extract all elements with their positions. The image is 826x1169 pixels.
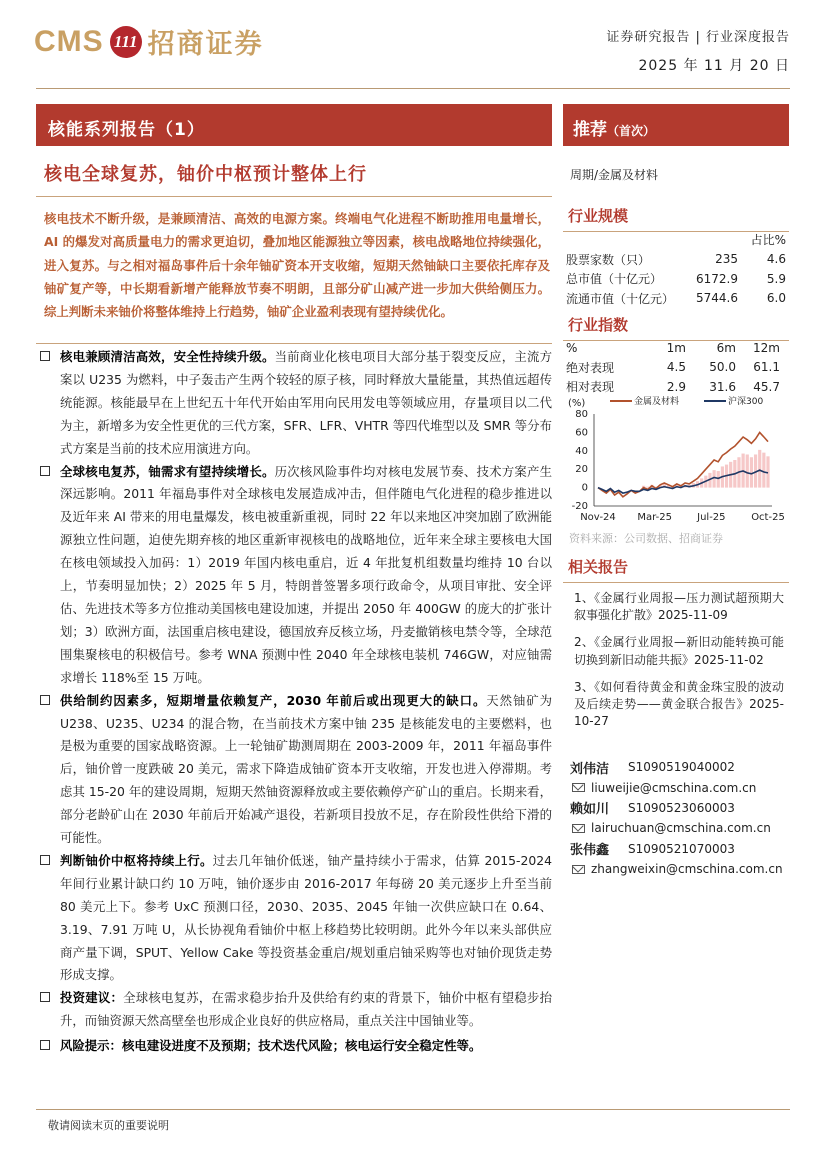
paragraph-lead: 判断铀价中枢将持续上行。 bbox=[60, 852, 213, 868]
analyst-name: 赖如川 bbox=[570, 802, 610, 818]
scale-pct: 5.9 bbox=[766, 271, 786, 286]
analyst-email-row bbox=[570, 777, 788, 797]
related-report-item[interactable]: 3、《如何看待黄金和黄金珠宝股的波动及后续走势——黄金联合报告》2025-10-27 bbox=[574, 679, 784, 729]
table-row bbox=[566, 269, 786, 289]
table-row bbox=[566, 289, 786, 309]
y-tick-label: 60 bbox=[575, 427, 588, 439]
paragraph-demand bbox=[40, 461, 552, 690]
checkbox-bullet-icon bbox=[40, 855, 50, 865]
x-tick-label: Mar-25 bbox=[637, 512, 672, 523]
x-tick-label: Nov-24 bbox=[580, 512, 616, 523]
report-meta bbox=[606, 26, 790, 75]
paragraph-text: 当前商业化核电项目大部分基于裂变反应，主流方案以 U235 为燃料，中子轰击产生两个较轻的原子核，同时释放大量能量，其热值远超传统能源。核能最早在上世纪五十年代开始由军用向民用发电等领域应用，存量项目以二代为主，新增多为安全性更优的三代方案，SFR、LFR、VHTR 等四代堆型以及 SMR 等分布式方案是当前的技术应用演进方向。 bbox=[60, 349, 553, 456]
logo-mark-icon: 111 bbox=[110, 26, 142, 58]
paragraph-lead: 全球核电复苏，铀需求有望持续增长。 bbox=[60, 463, 275, 479]
page-title: 核电全球复苏，铀价中枢预计整体上行 bbox=[44, 164, 367, 185]
y-tick-label: 0 bbox=[581, 482, 588, 494]
industry-name: 周期/金属及材料 bbox=[570, 168, 659, 182]
paragraph-investment bbox=[40, 987, 552, 1033]
logo-company-name: 招商证券 bbox=[147, 29, 264, 60]
index-chart bbox=[566, 394, 788, 542]
paragraph-price bbox=[40, 850, 552, 987]
index-header: 1m bbox=[666, 340, 686, 355]
excess-bar bbox=[750, 457, 753, 487]
related-report-item[interactable]: 1、《金属行业周报—压力测试超预期大叙事强化扩散》2025-11-09 bbox=[574, 591, 784, 623]
scale-label: 股票家数（只） bbox=[566, 252, 651, 267]
report-date: 2025 年 11 月 20 日 bbox=[638, 58, 790, 74]
analyst-email[interactable]: lairuchuan@cmschina.com.cn bbox=[591, 821, 771, 836]
footer-note: 敬请阅读末页的重要说明 bbox=[48, 1119, 169, 1132]
scale-value: 235 bbox=[715, 252, 738, 267]
related-heading: 相关报告 bbox=[563, 556, 789, 583]
scale-value: 6172.9 bbox=[696, 271, 738, 286]
legend-label-metals: 金属及材料 bbox=[634, 397, 680, 407]
rating-label: 推荐 bbox=[573, 120, 607, 140]
analyst-email-row bbox=[570, 859, 788, 879]
paragraph-risk bbox=[40, 1035, 552, 1058]
scale-value: 5744.6 bbox=[696, 291, 738, 306]
index-header: % bbox=[566, 340, 578, 355]
scale-pct: 6.0 bbox=[766, 291, 786, 306]
y-tick-label: 40 bbox=[575, 445, 588, 457]
x-tick-label: Oct-25 bbox=[751, 512, 785, 523]
analyst-list bbox=[570, 757, 788, 879]
index-value: 61.1 bbox=[753, 360, 780, 375]
scale-col-header: 占比% bbox=[750, 233, 786, 248]
checkbox-bullet-icon bbox=[40, 351, 50, 361]
analyst-cert: S1090521070003 bbox=[628, 841, 735, 856]
scale-label: 流通市值（十亿元） bbox=[566, 291, 675, 306]
rating-sub: （首次） bbox=[607, 124, 656, 138]
mail-icon bbox=[572, 783, 585, 792]
analyst-email[interactable]: zhangweixin@cmschina.com.cn bbox=[591, 862, 783, 877]
excess-bar bbox=[746, 454, 749, 487]
index-value: 2.9 bbox=[666, 379, 686, 394]
index-header: 12m bbox=[753, 340, 780, 355]
report-body bbox=[40, 346, 552, 1058]
company-logo bbox=[34, 22, 264, 61]
checkbox-bullet-icon bbox=[40, 1040, 50, 1050]
analyst-cert: S1090519040002 bbox=[628, 760, 735, 775]
title-divider bbox=[36, 196, 552, 197]
analyst-email-row bbox=[570, 818, 788, 838]
index-chart-svg bbox=[566, 394, 788, 530]
paragraph-text: 历次核风险事件均对核电发展节奏、技术方案产生深远影响。2011 年福島事件对全球核电发展造成冲击，但伴随电气化进程的稳步推进以及近年来 AI 带来的用电量爆发，核电被重新重视，同时 22 年以来地区冲突加剧了欧洲能源独立性问题，迫使先期弃核的地区重新审视核电的战略地位，近年来全球主要核电大国在核电领域投入加码：1）2019 年国内核电重启，近 4 年批复机组数量均维持 10 台以上，节奏明显加快；2）2025 年 5 月，特朗普签署多项行政命令，从项目审批、安全评估、先进技术等多方位推动美国核电建设加速，并提出 2050 年 400GW 的庞大的扩张计划；3）欧洲方面，法国重启核电建设，德国放弃反核立场，丹麦撤销核电禁令等，全球范围集聚核电的积极信号。参考 WNA 预测中性 2040 年全球核电装机 746GW，对应铀需求增长 118%至 15 万吨。 bbox=[60, 463, 553, 685]
legend-label-csi300: 沪深300 bbox=[728, 397, 764, 407]
scale-label: 总市值（十亿元） bbox=[566, 272, 663, 287]
excess-bar bbox=[758, 450, 761, 488]
analyst-cert: S1090523060003 bbox=[628, 800, 735, 815]
index-label: 绝对表现 bbox=[566, 360, 615, 375]
excess-bar bbox=[717, 471, 720, 488]
x-tick-label: Jul-25 bbox=[697, 512, 726, 523]
paragraph-lead: 核电兼顾清洁高效，安全性持续升级。 bbox=[60, 349, 275, 364]
chart-source: 资料来源：公司数据、招商证券 bbox=[569, 532, 723, 545]
index-table bbox=[566, 338, 788, 397]
index-value: 4.5 bbox=[666, 360, 686, 375]
analyst-name: 张伟鑫 bbox=[570, 843, 610, 859]
scale-pct: 4.6 bbox=[766, 252, 786, 267]
scale-heading: 行业规模 bbox=[563, 205, 789, 232]
y-tick-label: 80 bbox=[575, 409, 588, 420]
rating-box bbox=[563, 104, 789, 146]
scale-table bbox=[566, 230, 788, 308]
related-reports bbox=[574, 590, 784, 740]
index-label: 相对表现 bbox=[566, 380, 615, 395]
analyst-name: 刘伟洁 bbox=[570, 761, 610, 777]
footer-divider bbox=[36, 1109, 790, 1110]
paragraph-lead: 供给制约因素多，短期增量依赖复产，2030 年前后或出现更大的缺口。 bbox=[60, 692, 487, 708]
paragraph-lead: 风险提示： bbox=[60, 1038, 122, 1054]
paragraph-text: 核电建设进度不及预期；技术迭代风险；核电运行安全稳定性等。 bbox=[121, 1038, 482, 1054]
paragraph-lead: 投资建议： bbox=[60, 990, 124, 1006]
abstract-summary: 核电技术不断升级，是兼顾清洁、高效的电源方案。终端电气化进程不断助推用电量增长，AI 的爆发对高质量电力的需求更迫切，叠加地区能源独立等因素，核电战略地位持续强化，进入复苏。与之相对福岛事件后十余年铀矿资本开支收缩，短期天然铀缺口主要依托库存及铀矿复产等，中长期看新增产能释放节奏不明朗，且部分矿山减产进一步加大供给侧压力。综上判断未来铀价将整体维持上行趋势，铀矿企业盈利表现有望持续优化。 bbox=[44, 211, 550, 320]
table-row bbox=[566, 250, 786, 270]
index-value: 31.6 bbox=[709, 379, 736, 394]
index-header: 6m bbox=[716, 340, 736, 355]
header-divider bbox=[36, 88, 790, 89]
paragraph-supply bbox=[40, 690, 552, 850]
paragraph-text: 天然铀矿为 U238、U235、U234 的混合物，在当前技术方案中铀 235 是核能发电的主要燃料，也是极为重要的国家战略资源。上一轮铀矿勘测周期在 2003-2009 年，2011 年福岛事件后，铀价曾一度跌破 20 美元，需求下降造成铀矿资本开支收缩，开发也进入停滞期。考虑其 15-20 年的建设周期，短期天然铀资源释放或主要依赖停产矿山的重启。长期来看，部分老龄矿山在 2030 年前后开始减产退役，若新项目投放不足，存在阶段性供给下滑的可能性。 bbox=[60, 692, 552, 846]
mail-icon bbox=[572, 824, 585, 833]
checkbox-bullet-icon bbox=[40, 992, 50, 1002]
checkbox-bullet-icon bbox=[40, 695, 50, 705]
report-type: 证券研究报告 | 行业深度报告 bbox=[606, 30, 790, 45]
y-tick-label: -20 bbox=[571, 501, 588, 512]
y-axis-label: (%) bbox=[568, 398, 586, 409]
logo-cms-text: CMS bbox=[34, 24, 104, 58]
analyst-row bbox=[570, 798, 788, 818]
mail-icon bbox=[572, 865, 585, 874]
abstract-divider bbox=[36, 343, 552, 344]
paragraph-text: 全球核电复苏，在需求稳步抬升及供给有约束的背景下，铀价中枢有望稳步抬升，而铀资源天然高壁垒也形成企业良好的供应格局，重点关注中国铀业等。 bbox=[60, 990, 553, 1029]
series-title: 核能系列报告（1） bbox=[36, 104, 552, 146]
related-report-item[interactable]: 2、《金属行业周报—新旧动能转换可能切换到新旧动能共振》2025-11-02 bbox=[574, 635, 784, 667]
analyst-row bbox=[570, 757, 788, 777]
table-row bbox=[566, 358, 780, 378]
checkbox-bullet-icon bbox=[40, 466, 50, 476]
analyst-row bbox=[570, 839, 788, 859]
analyst-email[interactable]: liuweijie@cmschina.com.cn bbox=[591, 780, 757, 795]
paragraph-text: 过去几年铀价低迷，铀产量持续小于需求，估算 2015-2024 年间行业累计缺口约 10 万吨，铀价逐步由 2016-2017 年每磅 20 美元逐步上升至当前 80 美元上下。参考 UxC 预测口径，2030、2035、2045 年铀一次供应缺口在 0.64、3.19、7.91 万吨 U，从长协视角看铀价中枢上移趋势比较明朗。此外今年以来头部供应商产量下调，SPUT、Yellow Cake 等投资基金重启/规划重启铀采购等也对铀价现货走势形成支撑。 bbox=[60, 852, 552, 983]
excess-bar bbox=[762, 453, 765, 488]
index-value: 50.0 bbox=[709, 360, 736, 375]
index-value: 45.7 bbox=[753, 379, 780, 394]
index-heading: 行业指数 bbox=[563, 314, 789, 341]
y-tick-label: 20 bbox=[575, 464, 588, 476]
paragraph-tech bbox=[40, 346, 552, 461]
